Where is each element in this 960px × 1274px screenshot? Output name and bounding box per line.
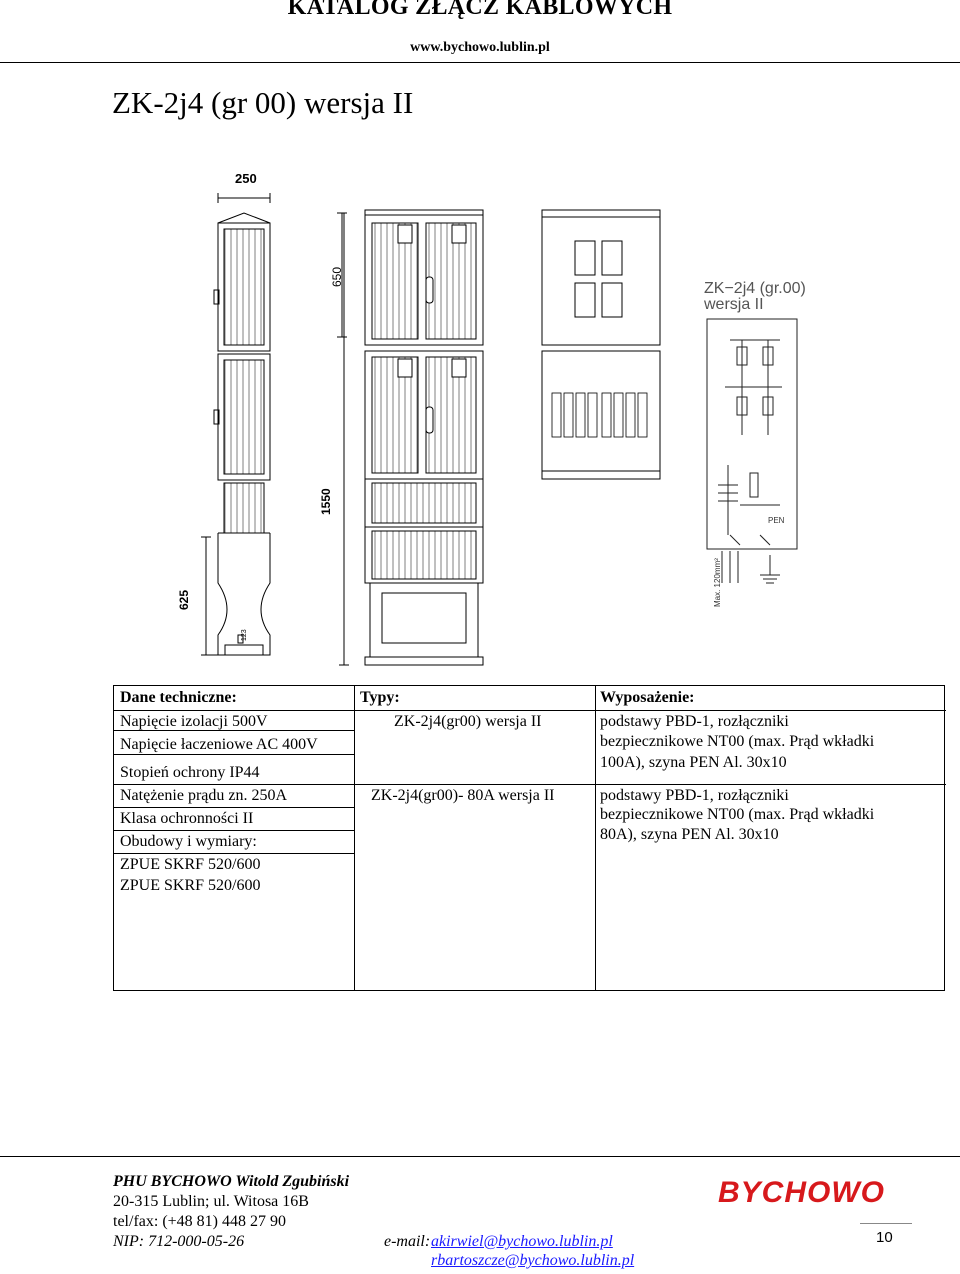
logo-text: BYCHOWO [718,1176,885,1209]
email-label: e-mail: [384,1233,431,1250]
equipment-line: bezpiecznikowe NT00 (max. Prąd wkładki [600,806,875,823]
company-name: PHU BYCHOWO Witold Zgubiński [113,1173,350,1190]
technical-drawing [170,165,810,675]
dim-650: 650 [330,266,344,287]
table-col-divider [595,686,596,990]
fuse-base [626,393,635,437]
email-link-2[interactable]: rbartoszcze@bychowo.lublin.pl [431,1252,635,1269]
table-header-divider [114,710,946,711]
spec-item: Klasa ochronności II [120,810,254,827]
small-mark: 123 [241,629,248,641]
fuse-bases [552,393,647,437]
cable-label: Max. 120mm² [713,558,722,607]
dim-625: 625 [177,589,191,610]
fuse-base [602,393,611,437]
spec-item: Napięcie łaczeniowe AC 400V [120,736,318,753]
pen-label: PEN [768,516,785,525]
col-head-types: Typy: [360,689,400,706]
spec-item: Stopień ochrony IP44 [120,764,260,781]
inside-view [542,210,660,479]
col-head-technical: Dane techniczne: [120,689,237,706]
catalog-title: KATALOG ZŁĄCZ KABLOWYCH [287,0,673,20]
col-head-equipment: Wyposażenie: [600,689,695,706]
spec-item: Napięcie izolacji 500V [120,713,268,730]
spec-table [113,685,945,991]
table-row-divider [114,807,354,808]
bychowo-logo [716,1174,916,1210]
type-item: ZK-2j4(gr00) wersja II [394,713,542,730]
spec-item: Obudowy i wymiary: [120,833,257,850]
page-title: ZK-2j4 (gr 00) wersja II [112,85,414,120]
email-link-1[interactable]: akirwiel@bychowo.lublin.pl [431,1233,613,1250]
company-address: 20-315 Lublin; ul. Witosa 16B [113,1193,309,1210]
fuse-base [576,393,585,437]
circuit-schematic [707,319,797,583]
table-row-divider [114,754,354,755]
fuse-base [588,393,597,437]
table-row-divider [114,853,354,854]
page-number-rule [860,1223,912,1224]
header-url[interactable]: www.bychowo.lublin.pl [410,40,550,55]
table-row-divider [114,830,354,831]
table-row-divider [114,784,946,785]
fuse-base [638,393,647,437]
header-divider [0,62,960,63]
equipment-line: 100A), szyna PEN Al. 30x10 [600,754,787,771]
schema-title-line2: wersja II [704,296,764,313]
fuse-base [552,393,561,437]
equipment-line: podstawy PBD-1, rozłączniki [600,787,789,804]
spec-item: ZPUE SKRF 520/600 [120,856,261,873]
equipment-line: podstawy PBD-1, rozłączniki [600,713,789,730]
fuse-base [614,393,623,437]
dim-1550: 1550 [319,488,333,515]
dim-250: 250 [235,171,257,186]
footer-divider [0,1156,960,1157]
schema-title-line1: ZK−2j4 (gr.00) [704,280,806,297]
equipment-line: bezpiecznikowe NT00 (max. Prąd wkładki [600,733,875,750]
fuse-base [564,393,573,437]
spec-item: ZPUE SKRF 520/600 [120,877,261,894]
company-nip: NIP: 712-000-05-26 [113,1233,245,1250]
equipment-line: 80A), szyna PEN Al. 30x10 [600,826,779,843]
side-view [201,193,270,655]
table-col-divider [354,686,355,990]
page-number: 10 [876,1229,893,1246]
front-view [365,210,483,665]
type-item: ZK-2j4(gr00)- 80A wersja II [371,787,555,804]
company-phone: tel/fax: (+48 81) 448 27 90 [113,1213,286,1230]
spec-item: Natężenie prądu zn. 250A [120,787,288,804]
